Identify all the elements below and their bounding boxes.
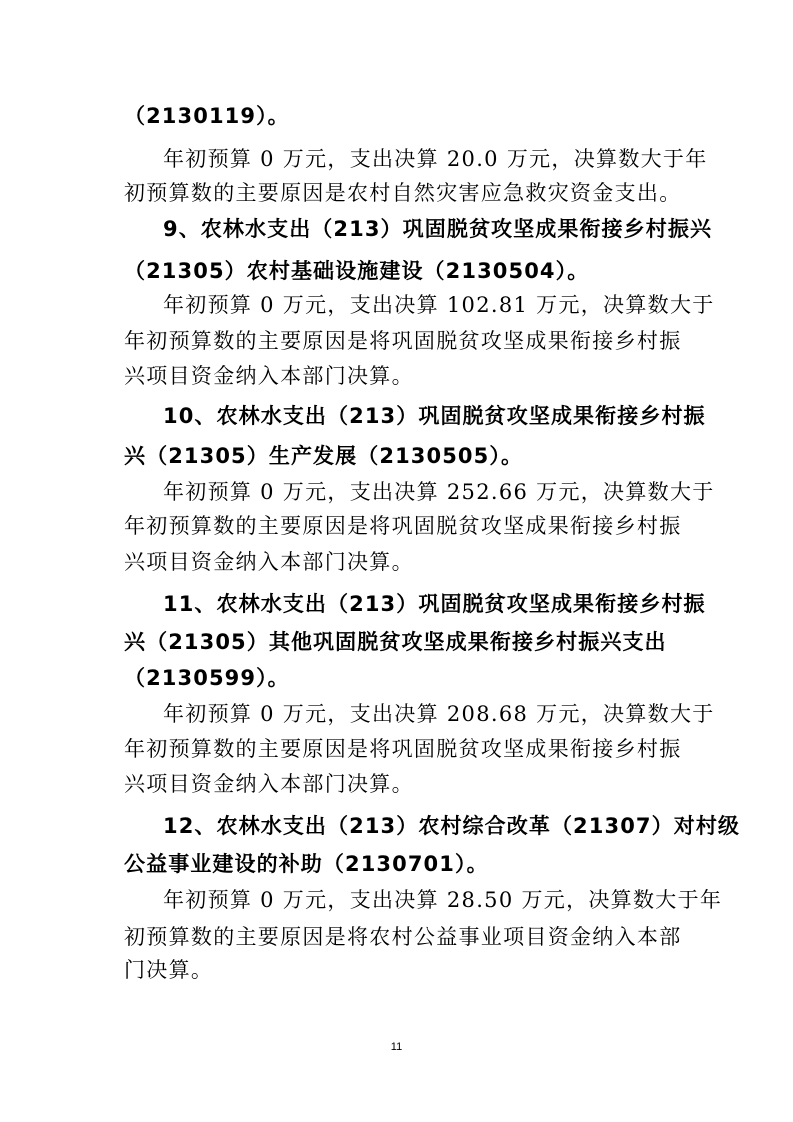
paragraph-line: 初预算数的主要原因是农村自然灾害应急救灾资金支出。 <box>124 181 682 205</box>
section-heading: 9、农林水支出（213）巩固脱贫攻坚成果衔接乡村振兴 <box>163 217 713 241</box>
section-heading: 10、农林水支出（213）巩固脱贫攻坚成果衔接乡村振 <box>163 404 706 428</box>
paragraph-line: 年初预算数的主要原因是将巩固脱贫攻坚成果衔接乡村振 <box>124 329 682 353</box>
paragraph-line: 兴项目资金纳入本部门决算。 <box>124 772 414 796</box>
paragraph-line: 兴项目资金纳入本部门决算。 <box>124 364 414 388</box>
section-heading: 公益事业建设的补助（2130701）。 <box>124 852 489 876</box>
page-number: 11 <box>390 1041 403 1053</box>
paragraph-line: 初预算数的主要原因是将农村公益事业项目资金纳入本部 <box>124 925 682 949</box>
paragraph-line: 年初预算 0 万元，支出决算 252.66 万元，决算数大于 <box>163 480 715 504</box>
paragraph-line: 年初预算 0 万元，支出决算 208.68 万元，决算数大于 <box>163 702 715 726</box>
paragraph-line: 年初预算 0 万元，支出决算 20.0 万元，决算数大于年 <box>163 147 708 171</box>
section-line: （2130119）。 <box>124 104 290 128</box>
section-heading: 11、农林水支出（213）巩固脱贫攻坚成果衔接乡村振 <box>163 592 706 616</box>
section-heading: 12、农林水支出（213）农村综合改革（21307）对村级 <box>163 814 741 838</box>
paragraph-line: 门决算。 <box>124 958 214 982</box>
section-heading: （2130599）。 <box>124 666 290 690</box>
section-heading: （21305）农村基础设施建设（2130504）。 <box>124 259 590 283</box>
paragraph-line: 兴项目资金纳入本部门决算。 <box>124 550 414 574</box>
paragraph-line: 年初预算数的主要原因是将巩固脱贫攻坚成果衔接乡村振 <box>124 514 682 538</box>
section-heading: 兴（21305）其他巩固脱贫攻坚成果衔接乡村振兴支出 <box>124 630 667 654</box>
section-heading: 兴（21305）生产发展（2130505）。 <box>124 444 524 468</box>
paragraph-line: 年初预算数的主要原因是将巩固脱贫攻坚成果衔接乡村振 <box>124 737 682 761</box>
paragraph-line: 年初预算 0 万元，支出决算 102.81 万元，决算数大于 <box>163 293 715 317</box>
paragraph-line: 年初预算 0 万元，支出决算 28.50 万元，决算数大于年 <box>163 888 723 912</box>
